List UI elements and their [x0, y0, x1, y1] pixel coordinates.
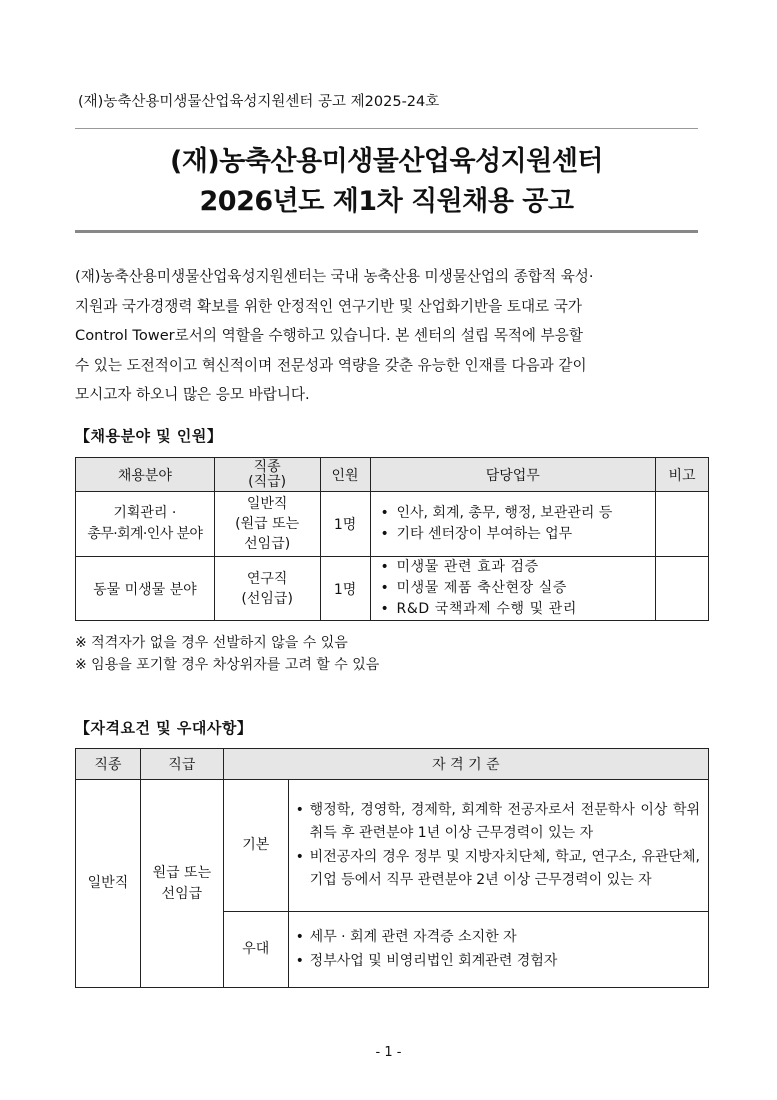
remarks-cell	[656, 557, 709, 621]
field-cell: 동물 미생물 분야	[76, 557, 215, 621]
header-grade: 직급	[140, 749, 223, 780]
job-type-cell: 일반직	[76, 780, 141, 988]
position-line: (원급 또는	[235, 516, 300, 532]
criteria-item: • 행정학, 경영학, 경제학, 회계학 전공자로서 전문학사 이상 학위 취득 후 관련분야 1년 이상 근무경력이 있는 자	[295, 799, 700, 846]
qualifications-header-row	[76, 749, 709, 780]
remarks-cell	[656, 492, 709, 557]
note-line: ※ 임용을 포기할 경우 차상위자를 고려 할 수 있음	[75, 657, 380, 673]
position-cell	[214, 557, 320, 621]
position-line: (선임급)	[241, 590, 293, 607]
recruitment-header-row	[76, 458, 709, 492]
criteria-item: • 세무 · 회계 관련 자격증 소지한 자	[295, 926, 700, 950]
grade-line: 원급 또는	[152, 864, 212, 881]
header-duties: 담당업무	[370, 458, 656, 492]
criteria-item: • 정부사업 및 비영리법인 회계관련 경험자	[295, 950, 700, 974]
header-position	[214, 458, 320, 492]
preferred-label: 우대	[223, 912, 288, 988]
intro-line: 모시고자 하오니 많은 응모 바랍니다.	[75, 386, 310, 403]
table-row	[76, 780, 709, 912]
field-line: 기획관리 ·	[113, 505, 177, 521]
recruitment-table	[75, 457, 709, 621]
qualifications-heading: 【자격요건 및 우대사항】	[75, 719, 253, 737]
duty-item: • 기타 센터장이 부여하는 업무	[379, 524, 656, 545]
duties-cell	[370, 557, 656, 621]
basic-criteria-cell	[288, 780, 708, 912]
intro-line: (재)농축산용미생물산업육성지원센터는 국내 농축산용 미생물산업의 종합적 육성·	[75, 268, 594, 285]
notice-number: (재)농축산용미생물산업육성지원센터 공고 제2025-24호	[78, 94, 440, 110]
duty-item: • R&D 국책과제 수행 및 관리	[379, 599, 656, 620]
top-divider	[75, 128, 698, 129]
position-line: 연구직	[246, 570, 288, 587]
header-job-type: 직종	[76, 749, 141, 780]
preferred-criteria-cell	[288, 912, 708, 988]
header-position-line: 직종	[253, 458, 281, 475]
header-criteria: 자 격 기 준	[223, 749, 708, 780]
intro-line: 지원과 국가경쟁력 확보를 위한 안정적인 연구기반 및 산업화기반을 토대로 국가	[75, 297, 582, 315]
intro-line: 수 있는 도전적이고 혁신적이며 전문성과 역량을 갖춘 유능한 인재를 다음과 같이	[75, 356, 587, 374]
title-divider	[75, 230, 698, 233]
header-field: 채용분야	[76, 458, 215, 492]
grade-line: 선임급	[161, 885, 203, 902]
position-line: 일반직	[246, 496, 288, 512]
headcount-cell: 1명	[320, 492, 370, 557]
criteria-item: • 비전공자의 경우 정부 및 지방자치단체, 학교, 연구소, 유관단체, 기업 등에서 직무 관련분야 2년 이상 근무경력이 있는 자	[295, 846, 700, 893]
headcount-cell: 1명	[320, 557, 370, 621]
basic-label: 기본	[223, 780, 288, 912]
intro-paragraph	[75, 262, 698, 410]
intro-line: Control Tower로서의 역할을 수행하고 있습니다. 본 센터의 설립 목적에 부응할	[75, 327, 583, 344]
field-cell	[76, 492, 215, 557]
recruitment-notes	[75, 632, 379, 676]
header-position-line: (직급)	[248, 473, 287, 490]
duty-item: • 미생물 제품 축산현장 실증	[379, 578, 656, 599]
duty-item: • 미생물 관련 효과 검증	[379, 557, 656, 578]
header-headcount: 인원	[320, 458, 370, 492]
qualifications-table	[75, 748, 709, 988]
duties-cell	[370, 492, 656, 557]
header-remarks: 비고	[656, 458, 709, 492]
recruitment-heading: 【채용분야 및 인원】	[75, 427, 223, 445]
position-cell	[214, 492, 320, 557]
table-row	[76, 492, 709, 557]
position-line: 선임급)	[244, 536, 291, 552]
page-number: - 1 -	[375, 1045, 402, 1060]
title-line-1: (재)농축산용미생물산업육성지원센터	[170, 146, 603, 177]
duty-item: • 인사, 회계, 총무, 행정, 보관관리 등	[379, 503, 656, 524]
note-line: ※ 적격자가 없을 경우 선발하지 않을 수 있음	[75, 635, 348, 651]
title-line-2: 2026년도 제1차 직원채용 공고	[199, 186, 574, 217]
page-title	[75, 142, 698, 222]
table-row	[76, 557, 709, 621]
field-line: 총무·회계·인사 분야	[87, 526, 203, 542]
grade-cell	[140, 780, 223, 988]
